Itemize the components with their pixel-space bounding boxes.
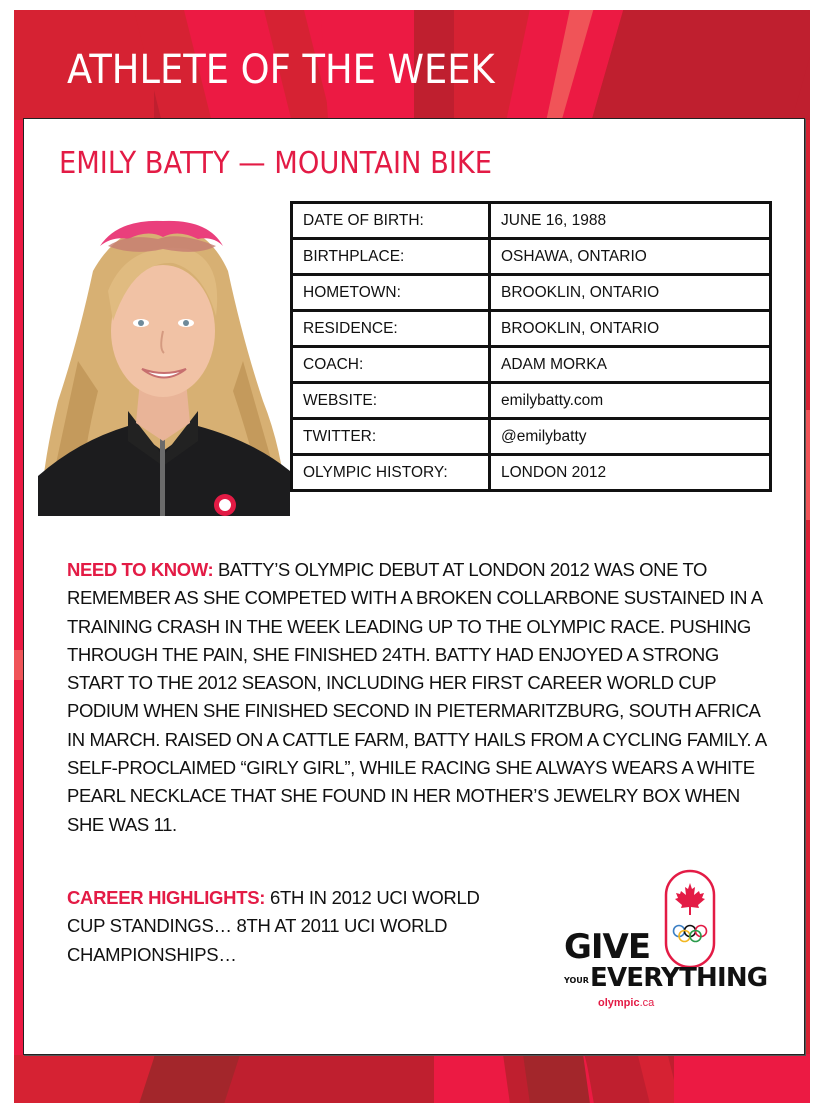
canadian-olympic-emblem-icon [664, 869, 716, 969]
background-stripe [674, 1054, 810, 1103]
logo-your-text: YOUR [564, 976, 589, 985]
table-row [292, 455, 771, 491]
logo-give-text: GIVE [564, 927, 651, 967]
info-label-twitter: TWITTER: [292, 419, 490, 455]
logo-url-tld: .ca [639, 997, 655, 1009]
table-row [292, 347, 771, 383]
need-to-know-text: BATTY’S OLYMPIC DEBUT AT LONDON 2012 WAS ONE TO REMEMBER AS SHE COMPETED WITH A BROKEN COLLARBONE SUSTAINED IN A TRAINING CRASH IN THE WEEK LEADING UP TO THE OLYMPIC RACE. PUSHING THROUGH THE PAIN, SHE FINISHED 24TH. BATTY HAD ENJOYED A STRONG START TO THE 2012 SEASON, INCLUDING HER FIRST CAREER WORLD CUP PODIUM WHEN SHE FINISHED SECOND IN PIETERMARITZBURG, SOUTH AFRICA IN MARCH. RAISED ON A CATTLE FARM, BATTY HAILS FROM A CYCLING FAMILY. A SELF-PROCLAIMED “GIRLY GIRL”, WHILE RACING SHE ALWAYS WEARS A WHITE PEARL NECKLACE THAT SHE FOUND IN HER MOTHER’S JEWELRY BOX WHEN SHE WAS 11. [67, 559, 766, 835]
page-title: ATHLETE OF THE WEEK [67, 47, 495, 93]
background-stripe [434, 1054, 510, 1103]
info-value-date-of-birth: JUNE 16, 1988 [490, 203, 771, 239]
olympic-ca-link[interactable] [598, 997, 654, 1009]
info-value-twitter[interactable]: @emilybatty [490, 419, 771, 455]
info-value-hometown: BROOKLIN, ONTARIO [490, 275, 771, 311]
info-label-date-of-birth: DATE OF BIRTH: [292, 203, 490, 239]
need-to-know-label: NEED TO KNOW: [67, 559, 214, 580]
info-value-birthplace: OSHAWA, ONTARIO [490, 239, 771, 275]
info-label-website: WEBSITE: [292, 383, 490, 419]
info-label-birthplace: BIRTHPLACE: [292, 239, 490, 275]
info-value-olympic-history: LONDON 2012 [490, 455, 771, 491]
background-stripe [523, 1054, 590, 1103]
info-value-coach: ADAM MORKA [490, 347, 771, 383]
career-highlights-paragraph [67, 884, 517, 969]
info-label-olympic-history: OLYMPIC HISTORY: [292, 455, 490, 491]
table-row [292, 419, 771, 455]
info-label-coach: COACH: [292, 347, 490, 383]
background-stripe [139, 1054, 240, 1103]
info-label-residence: RESIDENCE: [292, 311, 490, 347]
logo-url-main: olympic [598, 997, 640, 1009]
athlete-name-sport: EMILY BATTY — MOUNTAIN BIKE [59, 146, 493, 181]
athlete-photo [38, 201, 290, 516]
career-highlights-text: 6TH IN 2012 UCI WORLD CUP STANDINGS… 8TH AT 2011 UCI WORLD CHAMPIONSHIPS… [67, 887, 480, 965]
athlete-info-table [290, 201, 772, 492]
table-row [292, 203, 771, 239]
table-row [292, 383, 771, 419]
give-your-everything-logo [564, 869, 784, 1029]
athlete-portrait-icon [38, 201, 290, 516]
table-row [292, 239, 771, 275]
info-value-residence: BROOKLIN, ONTARIO [490, 311, 771, 347]
need-to-know-paragraph [67, 556, 767, 839]
career-highlights-label: CAREER HIGHLIGHTS: [67, 887, 266, 908]
table-row [292, 311, 771, 347]
logo-everything-text: EVERYTHING [590, 963, 768, 993]
info-value-website[interactable]: emilybatty.com [490, 383, 771, 419]
table-row [292, 275, 771, 311]
info-label-hometown: HOMETOWN: [292, 275, 490, 311]
athlete-card [23, 118, 805, 1055]
